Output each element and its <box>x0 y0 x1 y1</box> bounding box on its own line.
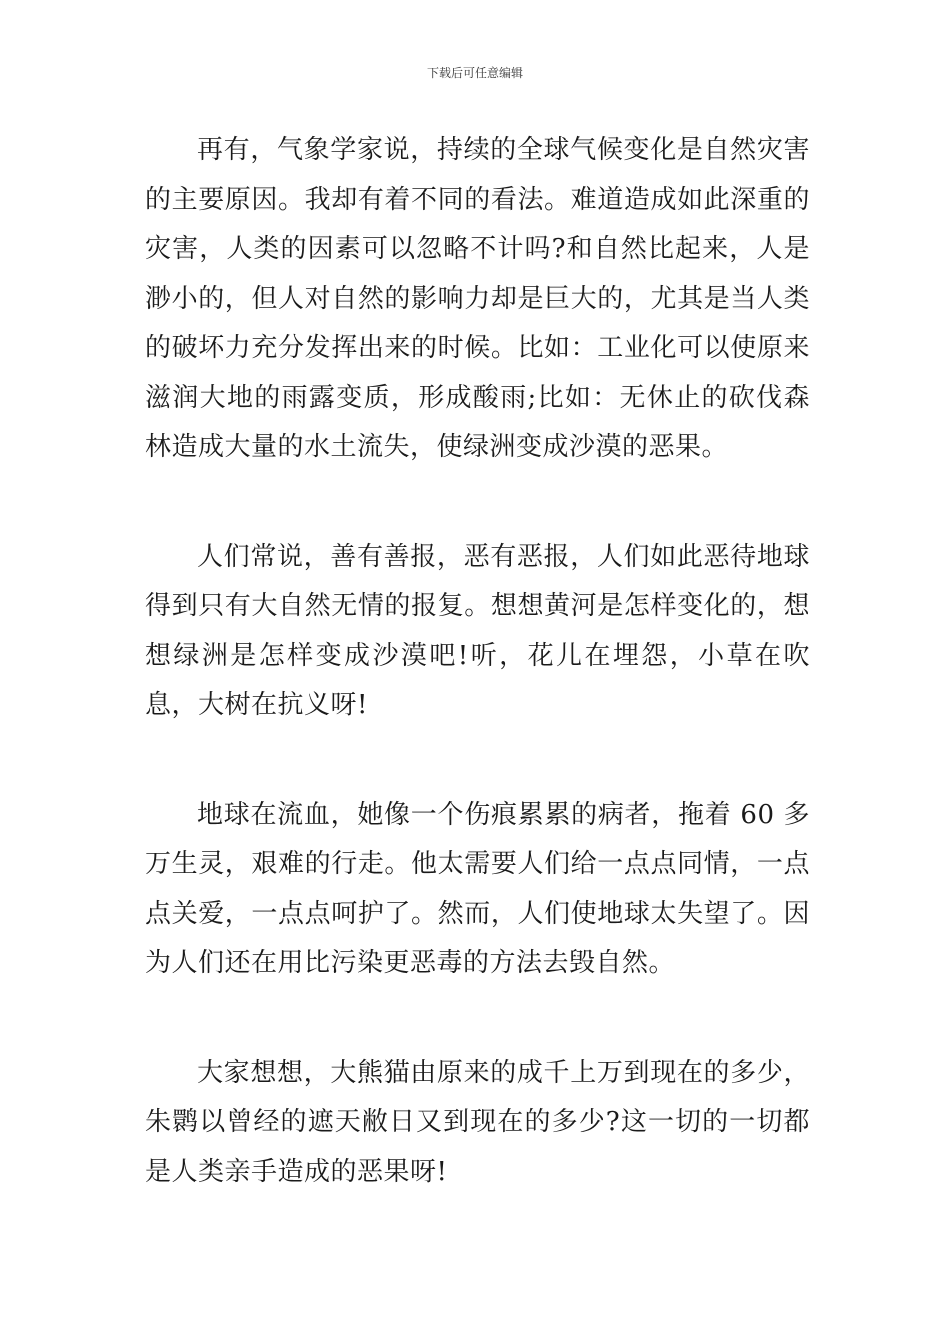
document-body <box>145 126 810 1257</box>
paragraph: 人们常说，善有善报，恶有恶报，人们如此恶待地球得到只有大自然无情的报复。想想黄河是怎样变化的，想想绿洲是怎样变成沙漠吧!听，花儿在埋怨，小草在吹息，大树在抗义呀! <box>145 541 810 720</box>
paragraph: 地球在流血，她像一个伤痕累累的病者，拖着 60 多万生灵，艰难的行走。他太需要人们给一点点同情，一点点关爱，一点点呵护了。然而，人们使地球太失望了。因为人们还在用比污染更恶毒的方法去毁自然。 <box>145 799 810 978</box>
header-note: 下载后可任意编辑 <box>426 66 523 80</box>
paragraph: 再有，气象学家说，持续的全球气候变化是自然灾害的主要原因。我却有着不同的看法。难道造成如此深重的灾害，人类的因素可以忽略不计吗?和自然比起来，人是渺小的，但人对自然的影响力却是巨大的，尤其是当人类的破坏力充分发挥出来的时候。比如：工业化可以使原来滋润大地的雨露变质，形成酸雨;比如：无休止的砍伐森林造成大量的水土流失，使绿洲变成沙漠的恶果。 <box>145 135 810 462</box>
paragraph: 大家想想，大熊猫由原来的成千上万到现在的多少，朱鹮以曾经的遮天敝日又到现在的多少?这一切的一切都是人类亲手造成的恶果呀! <box>145 1057 810 1187</box>
